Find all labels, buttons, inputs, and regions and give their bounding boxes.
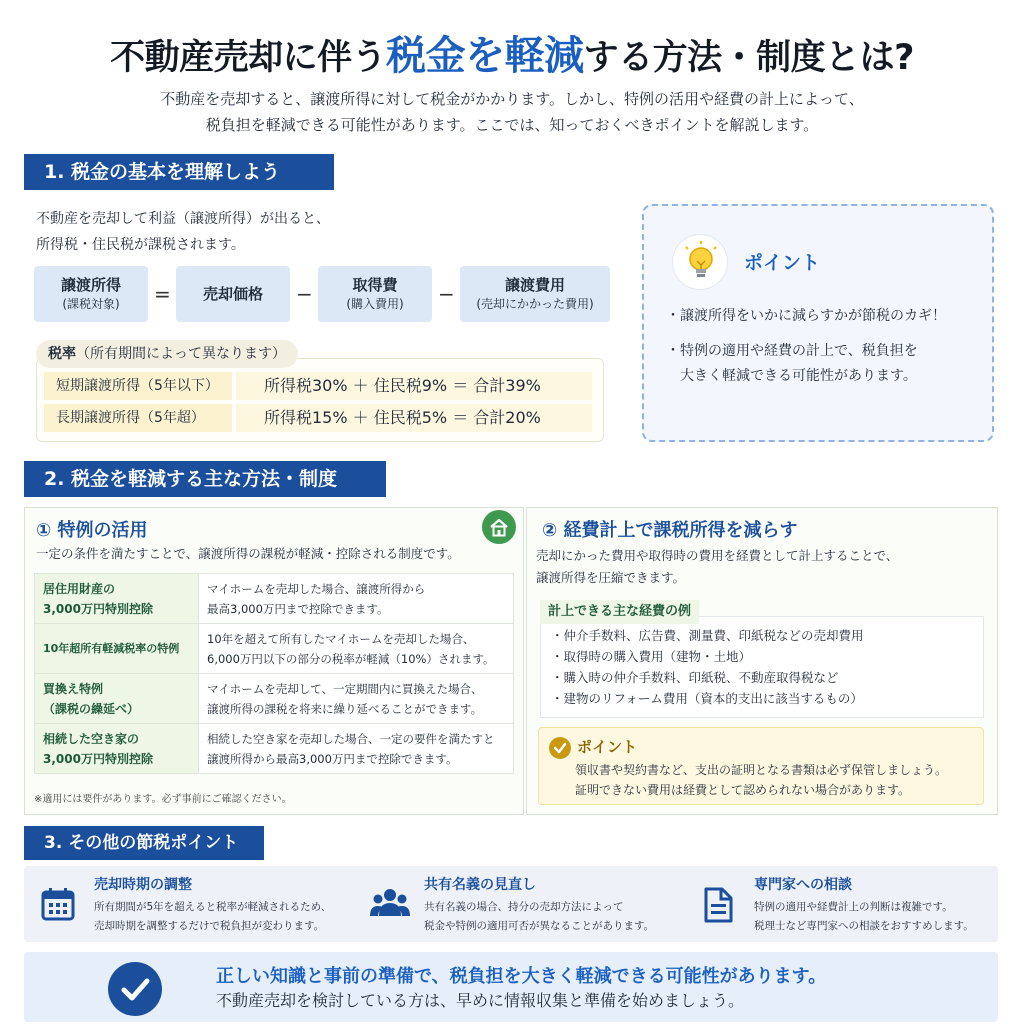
tax-rate-row: [44, 372, 592, 400]
minus-sign: −: [296, 282, 313, 306]
receipts-tip: [538, 727, 984, 805]
special-provisions-desc: 一定の条件を満たすことで、譲渡所得の課税が軽減・控除される制度です。: [36, 546, 460, 561]
tip-item-title: 売却時期の調整: [94, 877, 192, 893]
formula-box-sale-price: [176, 266, 290, 322]
tax-rate-row-value: 所得税15% ＋ 住民税5% ＝ 合計20%: [236, 404, 592, 432]
expenses-desc: [536, 545, 898, 589]
section1-text-line: 所得税・住民税が課税されます。: [36, 237, 245, 253]
tip-line: 領収書や契約書など、支出の証明となる書類は必ず保管しましょう。: [575, 763, 948, 777]
tip-item-desc: 特例の適用や経費計上の判断は複雑です。 税理士など専門家への相談をおすすめします。: [754, 901, 974, 932]
page-title: [0, 24, 1024, 81]
check-circle-icon: [549, 737, 571, 759]
table-row: [35, 624, 514, 674]
provision-desc: 相続した空き家を売却した場合、一定の要件を満たすと 譲渡所得から最高3,000万円まで控除できます。: [199, 724, 514, 774]
expenses-title: ② 経費計上で課税所得を減らす: [542, 520, 798, 541]
point-bullets: [666, 304, 986, 389]
tip-item-title: 共有名義の見直し: [424, 877, 536, 893]
special-provisions-table: [34, 573, 514, 774]
list-item: ・取得時の購入費用（建物・土地）: [551, 649, 752, 664]
formula-box-sub: (課税対象): [62, 297, 120, 311]
tip-item-desc: 共有名義の場合、持分の売却方法によって 税金や特例の適用可否が異なることがあります。: [424, 901, 655, 932]
other-tips-bar: [24, 866, 998, 942]
formula-box-label: 譲渡費用: [504, 276, 565, 294]
tip-text: [575, 760, 947, 800]
provision-desc: 10年を超えて所有したマイホームを売却した場合、 6,000万円以下の部分の税率が軽減（10%）されます。: [199, 624, 514, 674]
section2-header: 2. 税金を軽減する主な方法・制度: [24, 461, 386, 497]
point-card: [642, 204, 994, 442]
section1-header: 1. 税金の基本を理解しよう: [24, 154, 334, 190]
section1-text: [36, 206, 330, 258]
list-item: ・建物のリフォーム費用（資本的支出に該当するもの）: [551, 691, 863, 706]
checkmark-icon: [108, 962, 162, 1016]
intro-text: [0, 86, 1024, 138]
formula-box-label: 譲渡所得: [60, 276, 121, 294]
provision-desc: マイホームを売却した場合、譲渡所得から 最高3,000万円まで控除できます。: [199, 574, 514, 624]
title-prefix: 不動産売却に伴う: [110, 38, 387, 78]
point-bullet: ・譲渡所得をいかに減らすかが節税のカギ！: [666, 308, 946, 324]
special-provisions-title: ① 特例の活用: [36, 520, 148, 541]
formula-box-sub: (売却にかかった費用): [476, 297, 594, 311]
requirements-note: ※適用には要件があります。必ず事前にご確認ください。: [34, 794, 292, 805]
tip-item-title: 専門家への相談: [754, 877, 852, 893]
lightbulb-icon: [672, 234, 728, 290]
tax-rate-tag: [36, 340, 298, 368]
tip-item-timing: [24, 866, 354, 942]
tax-rate-row-label: 長期譲渡所得（5年超）: [44, 404, 232, 432]
provision-name: 居住用財産の 3,000万円特別控除: [35, 574, 199, 624]
tip-line: 証明できない費用は経費として認められない場合があります。: [575, 783, 911, 797]
expenses-desc-line: 売却にかった費用や取得時の費用を経費として計上することで、: [536, 548, 899, 563]
point-title: ポイント: [744, 252, 821, 274]
table-row: [35, 724, 514, 774]
title-suffix: する方法・制度とは?: [583, 38, 914, 78]
calendar-icon: [40, 886, 76, 922]
formula-box-sub: (購入費用): [346, 297, 404, 311]
table-row: [35, 674, 514, 724]
tip-title: ポイント: [577, 738, 638, 756]
list-item: ・仲介手数料、広告費、測量費、印紙税などの売却費用: [551, 628, 864, 643]
expenses-desc-line: 譲渡所得を圧縮できます。: [536, 570, 686, 585]
conclusion-line2: 不動産売却を検討している方は、早めに情報収集と準備を始めましょう。: [216, 991, 745, 1010]
tax-rate-row-value: 所得税30% ＋ 住民税9% ＝ 合計39%: [236, 372, 592, 400]
expense-list: [540, 616, 984, 718]
formula-box-transfer-cost: [460, 266, 610, 322]
tax-rate-note: （所有期間によって異なります）: [76, 346, 286, 362]
tax-rate-row: [44, 404, 592, 432]
conclusion-line1: 正しい知識と事前の準備で、税負担を大きく軽減できる可能性があります。: [216, 966, 827, 987]
expense-list-title: 計上できる主な経費の例: [540, 600, 699, 624]
tip-item-desc: 所有期間が5年を超えると税率が軽減されるため、 売却時期を調整するだけで税負担が変わります。: [94, 901, 332, 932]
tax-rate-label: 税率: [48, 346, 76, 362]
equals-sign: =: [154, 282, 171, 306]
tax-rate-row-label: 短期譲渡所得（5年以下）: [44, 372, 232, 400]
list-item: ・購入時の仲介手数料、印紙税、不動産取得税など: [551, 670, 839, 685]
provision-name: 相続した空き家の 3,000万円特別控除: [35, 724, 199, 774]
people-icon: [370, 886, 410, 922]
intro-line: 不動産を売却すると、譲渡所得に対して税金がかかります。しかし、特例の活用や経費の計上によって、: [160, 90, 864, 108]
tip-item-consult: [684, 866, 998, 942]
tip-item-ownership: [354, 866, 684, 942]
formula-box-label: 売却価格: [202, 285, 263, 303]
formula-box-capital-gain: [34, 266, 148, 322]
table-row: [35, 574, 514, 624]
provision-desc: マイホームを売却して、一定期間内に買換えた場合、 譲渡所得の課税を将来に繰り延べることができます。: [199, 674, 514, 724]
formula-box-acquisition-cost: [318, 266, 432, 322]
point-bullet: 大きく軽減できる可能性があります。: [666, 368, 917, 384]
title-highlight: 税金を軽減: [386, 33, 584, 79]
provision-name: 買換え特例 （課税の繰延べ）: [35, 674, 199, 724]
document-icon: [700, 886, 736, 924]
home-icon: [482, 510, 516, 544]
minus-sign: −: [438, 282, 455, 306]
formula-box-label: 取得費: [352, 276, 398, 294]
provision-name: 10年超所有軽減税率の特例: [35, 624, 199, 674]
intro-line: 税負担を軽減できる可能性があります。ここでは、知っておくべきポイントを解説します。: [205, 116, 819, 134]
conclusion-banner: [24, 952, 998, 1022]
section1-text-line: 不動産を売却して利益（譲渡所得）が出ると、: [36, 211, 330, 227]
section3-header: 3. その他の節税ポイント: [24, 826, 264, 860]
point-bullet: ・特例の適用や経費の計上で、税負担を: [666, 343, 918, 359]
